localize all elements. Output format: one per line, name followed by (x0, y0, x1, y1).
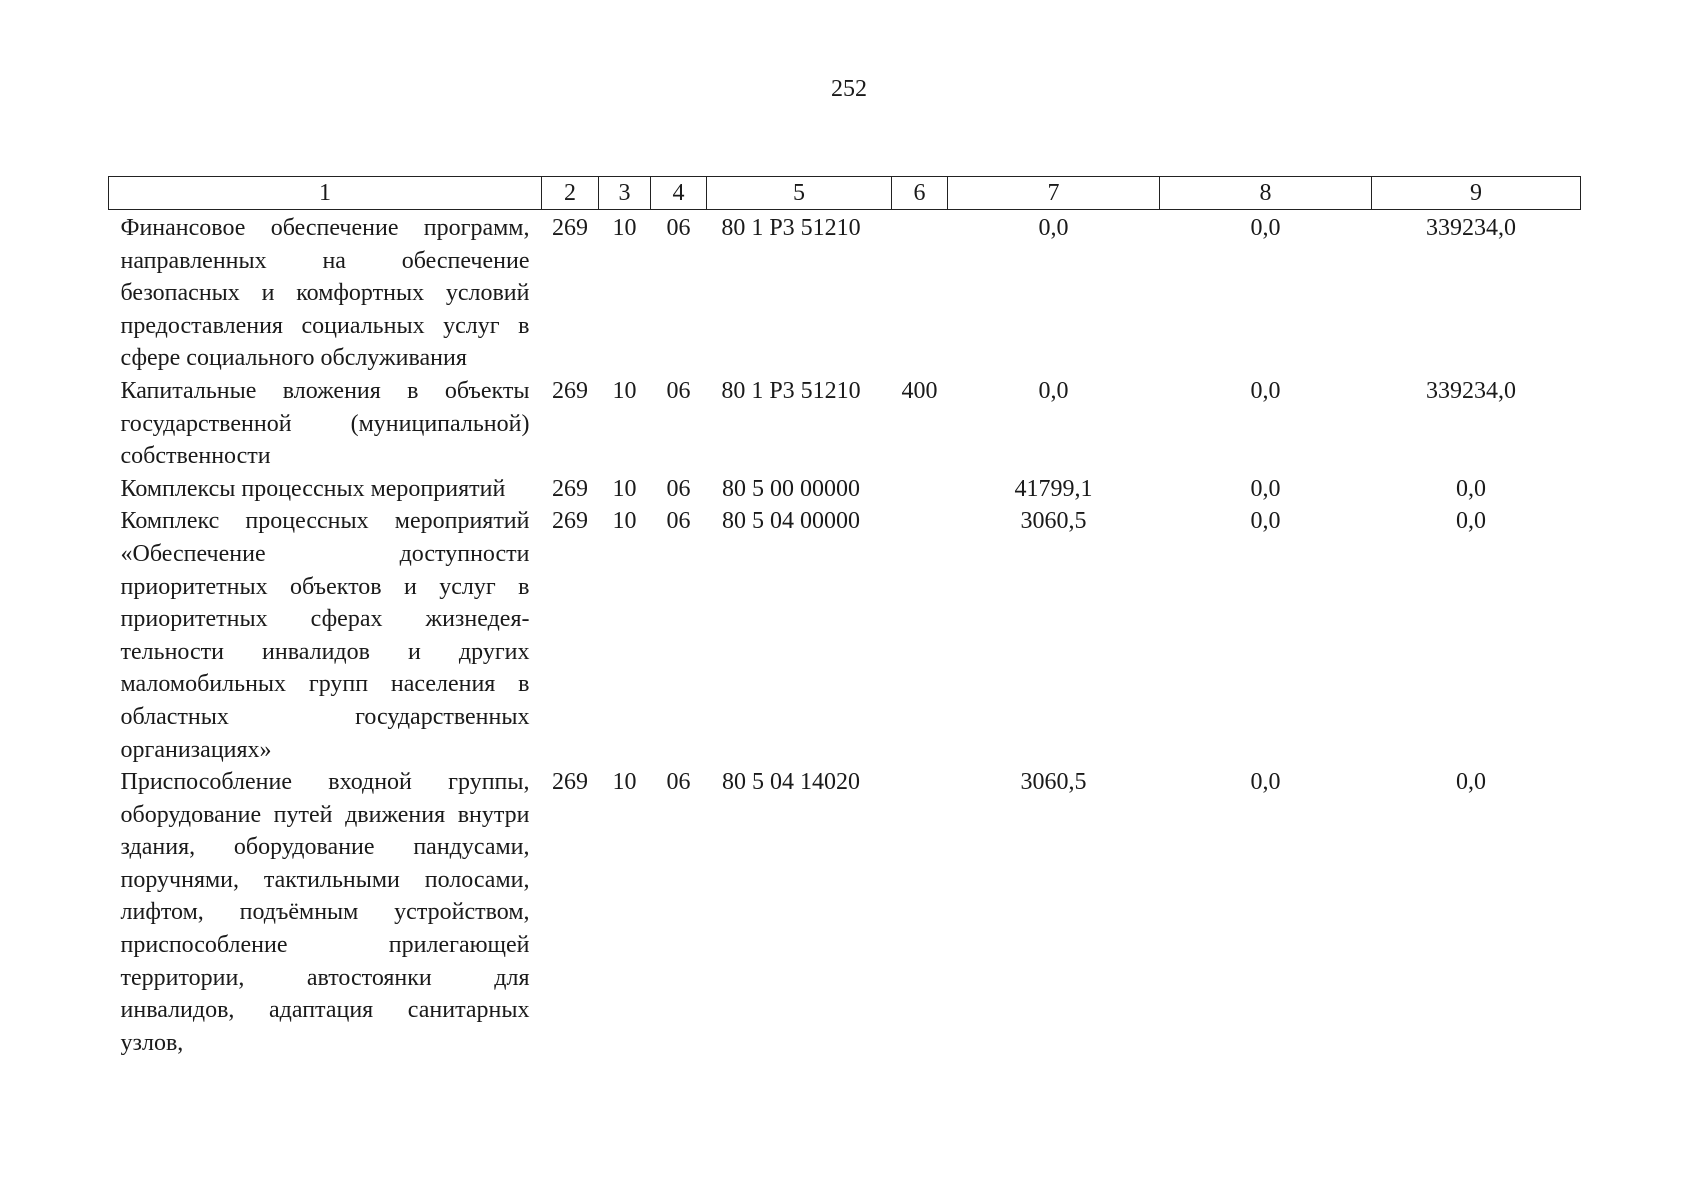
column-header: 4 (651, 177, 707, 210)
section-code: 10 (612, 769, 637, 796)
expense-type-code (892, 766, 948, 1059)
amount-col8: 0,0 (1250, 508, 1281, 535)
subsection-code: 06 (666, 769, 691, 796)
section-code: 10 (612, 377, 637, 404)
table-row (109, 505, 1581, 766)
row-name: Капитальные вложения в объекты государственной (муниципальной) собственности (120, 377, 530, 470)
expense-type-code (892, 473, 948, 506)
page-number: 252 (831, 76, 867, 102)
column-header: 3 (599, 177, 651, 210)
amount-col9: 0,0 (1456, 508, 1486, 535)
subsection-code: 06 (666, 475, 691, 502)
row-name: Приспособление входной группы, оборудование путей движения внутри здания, оборудование пандусами, поручнями, тактильными полосами, лифтом, подъёмным устройством, приспособление прилегающей территории, автостоянки для инвалидов, адаптация санитарных узлов, (120, 769, 530, 1056)
section-code: 10 (612, 508, 637, 535)
amount-col7: 0,0 (1038, 215, 1069, 241)
budget-table (108, 176, 1581, 1059)
column-header: 2 (542, 177, 599, 210)
ministry-code: 269 (552, 508, 588, 535)
subsection-code: 06 (666, 377, 691, 404)
target-article-code: 80 1 Р3 51210 (721, 377, 861, 404)
ministry-code: 269 (552, 769, 588, 796)
column-header: 5 (707, 177, 892, 210)
amount-col9: 0,0 (1456, 475, 1486, 502)
ministry-code: 269 (552, 475, 588, 502)
target-article-code: 80 5 00 00000 (722, 475, 860, 502)
expense-type-code: 400 (901, 377, 938, 404)
header-row (109, 177, 1581, 210)
amount-col7: 41799,1 (1014, 475, 1093, 502)
expense-type-code (892, 505, 948, 766)
amount-col9: 0,0 (1456, 769, 1486, 796)
amount-col8: 0,0 (1250, 215, 1281, 241)
column-header: 1 (109, 177, 542, 210)
target-article-code: 80 5 04 14020 (722, 769, 860, 796)
table-row (109, 766, 1581, 1059)
subsection-code: 06 (666, 508, 691, 535)
row-name: Комплекс процессных мероприятий «Обеспечение доступности приоритетных объектов и услуг в приоритетных сферах жизнедеятельности инвалидов и других маломобильных групп населения в областных государственных организациях» (120, 508, 530, 763)
amount-col7: 0,0 (1038, 377, 1069, 404)
amount-col8: 0,0 (1250, 769, 1281, 796)
table-header (109, 177, 1581, 210)
ministry-code: 269 (552, 215, 588, 241)
section-code: 10 (612, 475, 637, 502)
amount-col7: 3060,5 (1020, 508, 1087, 535)
column-header: 8 (1160, 177, 1372, 210)
target-article-code: 80 1 Р3 51210 (721, 215, 861, 241)
expense-type-code (892, 210, 948, 375)
subsection-code: 06 (666, 215, 691, 241)
ministry-code: 269 (552, 377, 588, 404)
section-code: 10 (612, 215, 637, 241)
table-row (109, 473, 1581, 506)
table-row (109, 210, 1581, 375)
row-name: Финансовое обеспечение программ, направленных на обеспечение безопасных и комфортных условий предоставления социальных услуг в сфере социального обслуживания (120, 215, 530, 372)
amount-col8: 0,0 (1250, 377, 1281, 404)
column-header: 7 (948, 177, 1160, 210)
amount-col7: 3060,5 (1020, 769, 1087, 796)
amount-col9: 339234,0 (1426, 377, 1516, 404)
row-name: Комплексы процессных мероприятий (120, 475, 506, 502)
table-body (109, 210, 1581, 1060)
column-header: 6 (892, 177, 948, 210)
target-article-code: 80 5 04 00000 (722, 508, 860, 535)
column-header: 9 (1372, 177, 1581, 210)
amount-col8: 0,0 (1250, 475, 1281, 502)
table-row (109, 375, 1581, 473)
amount-col9: 339234,0 (1426, 215, 1516, 241)
